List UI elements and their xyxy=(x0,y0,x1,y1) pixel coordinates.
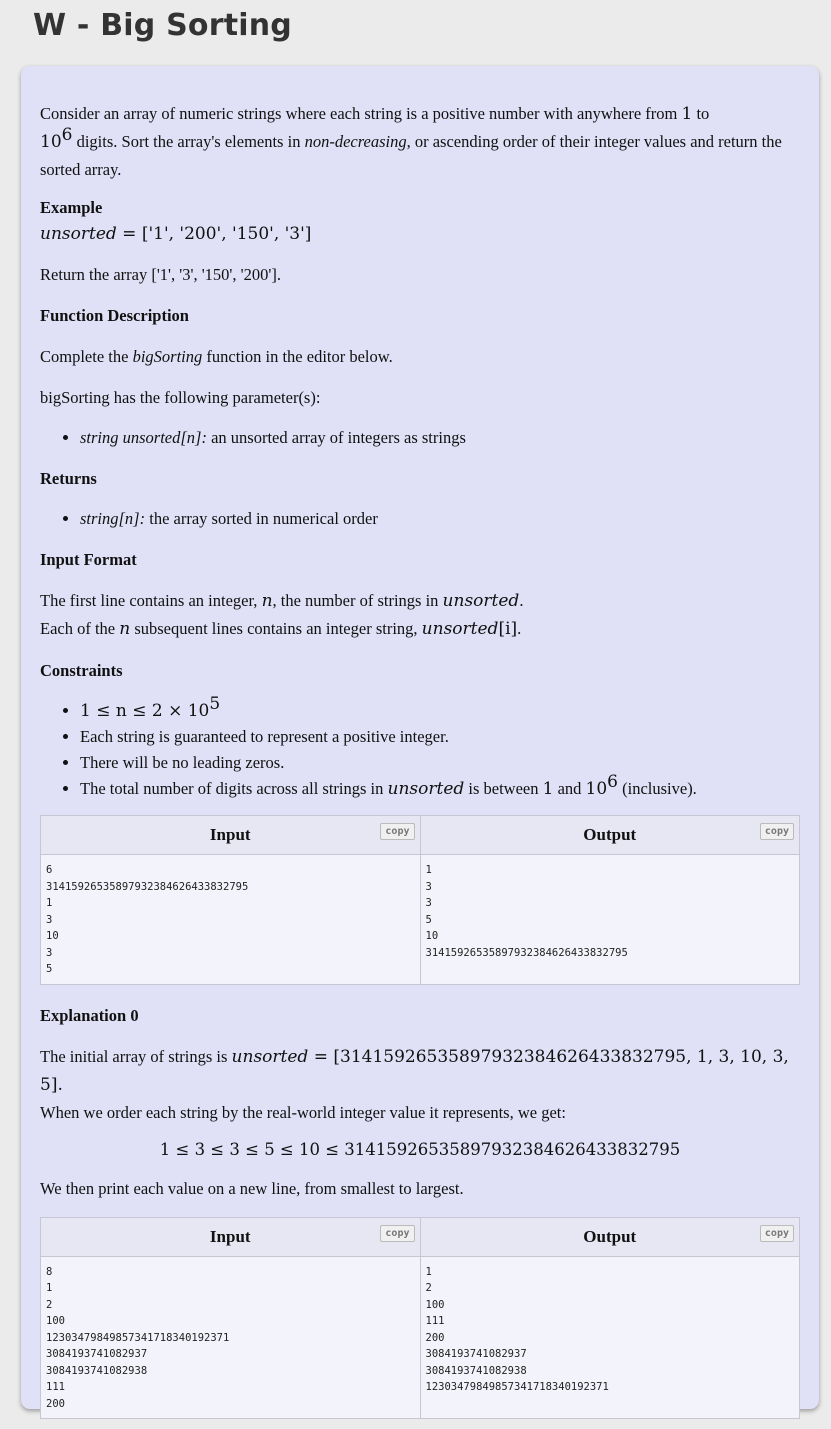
sample-table-body xyxy=(41,1257,799,1419)
copy-output-button[interactable]: copy xyxy=(760,1225,794,1242)
sample-table-header xyxy=(41,816,799,855)
constraints-heading: Constraints xyxy=(40,661,123,680)
constraint-item: • $1 \le n \le 2 \times 10^5$ xyxy=(80,698,800,724)
intro-paragraph: Consider an array of numeric strings where each string is a positive number with anywhere from 1 to $10^6$ digits. Sort the array's elements in non-decreasing, or ascending order of their integer values and return the sorted array. xyxy=(40,104,782,179)
sample-input-content: 8 1 2 100 12303479849857341718340192371 3084193741082937 3084193741082938 111 200 xyxy=(41,1257,421,1419)
returns-heading: Returns xyxy=(40,469,97,488)
sample-table-body xyxy=(41,855,799,984)
sample-table-1 xyxy=(40,1217,800,1420)
sample-input-header: Input copy xyxy=(41,816,421,854)
constraints-list xyxy=(40,694,800,802)
explanation-closing: We then print each value on a new line, from smallest to largest. xyxy=(40,1178,464,1198)
example-heading: Example xyxy=(40,198,103,217)
sample-table-header xyxy=(41,1218,799,1257)
parameters-line: bigSorting has the following parameter(s): xyxy=(40,388,321,407)
returns-item: • string[n]: the array sorted in numerical order xyxy=(80,506,800,532)
sample-table-0 xyxy=(40,815,800,985)
copy-input-button[interactable]: copy xyxy=(380,1225,414,1242)
constraint-item: • There will be no leading zeros. xyxy=(80,750,800,776)
parameter-list xyxy=(40,425,800,451)
page-title: W - Big Sorting xyxy=(33,8,292,43)
problem-statement xyxy=(21,66,819,1409)
example-return: Return the array ['1', '3', '150', '200']. xyxy=(40,265,281,284)
sample-output-content: 1 2 100 111 200 3084193741082937 3084193741082938 12303479849857341718340192371 xyxy=(425,1265,609,1393)
input-format-heading: Input Format xyxy=(40,550,137,569)
constraint-item: • Each string is guaranteed to represent a positive integer. xyxy=(80,724,800,750)
sample-output-header: Output copy xyxy=(421,816,800,854)
example-unsorted: unsorted = ['1', '200', '150', '3'] xyxy=(40,224,312,244)
copy-input-button[interactable]: copy xyxy=(380,823,414,840)
sample-input-content: 6 31415926535897932384626433832795 1 3 10 3 5 xyxy=(41,855,421,984)
explanation-heading: Explanation 0 xyxy=(40,1005,139,1025)
ordering-formula: 1 ≤ 3 ≤ 3 ≤ 5 ≤ 10 ≤ 31415926535897932384626433832795 xyxy=(159,1139,681,1159)
explanation-text: The initial array of strings is unsorted = [31415926535897932384626433832795, 1, 3, 10, 3, 5]. When we order each string by the real-world integer value it represents, we get: xyxy=(40,1046,789,1122)
copy-output-button[interactable]: copy xyxy=(760,823,794,840)
input-format-text: The first line contains an integer, n, the number of strings in unsorted. Each of the n subsequent lines contains an integer string, unsorted[i]. xyxy=(40,591,524,639)
sample-output-content: 1 3 3 5 10 31415926535897932384626433832795 xyxy=(425,864,628,959)
function-description-line: Complete the bigSorting function in the editor below. xyxy=(40,347,393,366)
sample-input-header: Input copy xyxy=(41,1218,421,1256)
returns-list xyxy=(40,506,800,532)
sample-output-header: Output copy xyxy=(421,1218,800,1256)
constraint-item: • The total number of digits across all strings in unsorted is between 1 and $10^6$ (inclusive). xyxy=(80,776,800,802)
parameter-item: • string unsorted[n]: an unsorted array of integers as strings xyxy=(80,425,800,451)
function-description-heading: Function Description xyxy=(40,306,189,325)
